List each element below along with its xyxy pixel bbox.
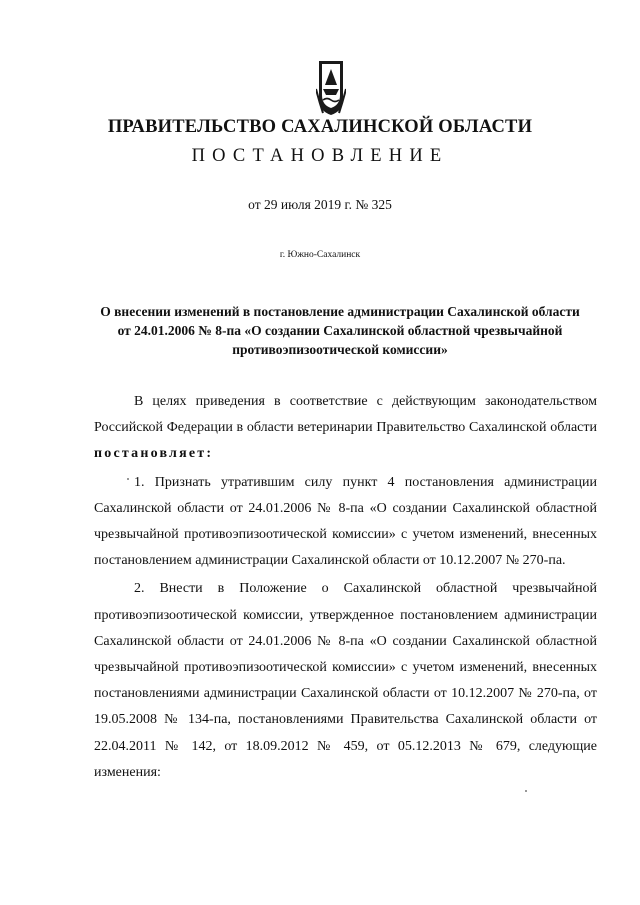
government-name: ПРАВИТЕЛЬСТВО САХАЛИНСКОЙ ОБЛАСТИ — [107, 117, 533, 137]
coat-of-arms-icon — [316, 55, 346, 117]
preamble-paragraph — [94, 389, 597, 468]
document-body — [94, 389, 597, 786]
document-type: ПОСТАНОВЛЕНИЕ — [191, 146, 449, 166]
preamble-text: В целях приведения в соответствие с действующим законодательством Российской Федерации в области ветеринарии Правительство Сахалинской области — [94, 394, 597, 436]
scan-speck — [525, 790, 527, 792]
scan-speck — [127, 478, 129, 480]
document-subject: О внесении изменений в постановление администрации Сахалинской области от 24.01.2006 № 8-па «О создании Сахалинской областной чрезвычайной противоэпизоотической комиссии» — [100, 304, 580, 357]
document-date-number: от 29 июля 2019 г. № 325 — [248, 197, 392, 212]
document-city: г. Южно-Сахалинск — [279, 250, 361, 260]
item-2-paragraph: 2. Внести в Положение о Сахалинской областной чрезвычайной противоэпизоотической комиссии, утвержденное постановлением администрации Сахалинской области от 24.01.2006 № 8-па «О создании Сахалинской областной чрезвычайной противоэпизоотической комиссии» с учетом изменений, внесенных постановлениями администрации Сахалинской области от 10.12.2007 № 270-па, от 19.05.2008 № 134-па, постановлениями Правительства Сахалинской области от 22.04.2011 № 142, от 18.09.2012 № 459, от 05.12.2013 № 679, следующие изменения: — [94, 581, 597, 780]
item-1-paragraph: 1. Признать утратившим силу пункт 4 постановления администрации Сахалинской области от 24.01.2006 № 8-па «О создании Сахалинской областной чрезвычайной противоэпизоотической комиссии» с учетом изменений, внесенных постановлением администрации Сахалинской области от 10.12.2007 № 270-па. — [94, 474, 597, 569]
resolves-word: постановляет: — [94, 446, 214, 462]
